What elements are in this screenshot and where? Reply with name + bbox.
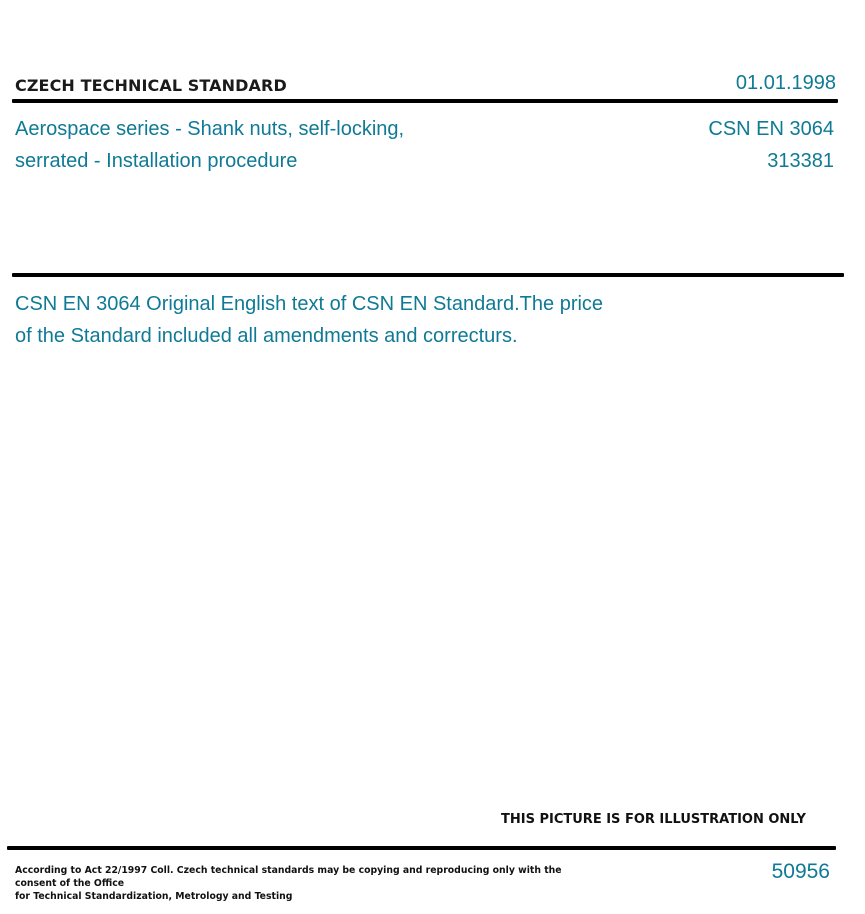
catalog-number: 50956 <box>771 860 830 883</box>
description-line-2: of the Standard included all amendments and correcturs. <box>15 325 518 347</box>
illustration-notice: THIS PICTURE IS FOR ILLUSTRATION ONLY <box>501 812 806 827</box>
standard-code: CSN EN 3064 <box>708 118 834 140</box>
standard-description <box>15 288 675 352</box>
standard-title-line-2: serrated - Installation procedure <box>15 150 298 172</box>
legal-notice <box>15 864 595 903</box>
bottom-divider <box>7 846 836 850</box>
standard-identifiers <box>708 113 834 177</box>
description-line-1: CSN EN 3064 Original English text of CSN EN Standard.The price <box>15 293 604 315</box>
standard-title-line-1: Aerospace series - Shank nuts, self-locking, <box>15 118 405 140</box>
legal-notice-line-1: According to Act 22/1997 Coll. Czech technical standards may be copying and reproducing only with the consent of the Office <box>15 865 562 889</box>
legal-notice-line-2: for Technical Standardization, Metrology and Testing <box>15 891 293 902</box>
middle-divider <box>12 273 844 277</box>
standard-title <box>15 113 535 177</box>
publication-date: 01.01.1998 <box>735 72 836 94</box>
class-number: 313381 <box>767 150 834 172</box>
standard-type-heading: CZECH TECHNICAL STANDARD <box>15 76 287 95</box>
top-divider <box>12 99 838 103</box>
